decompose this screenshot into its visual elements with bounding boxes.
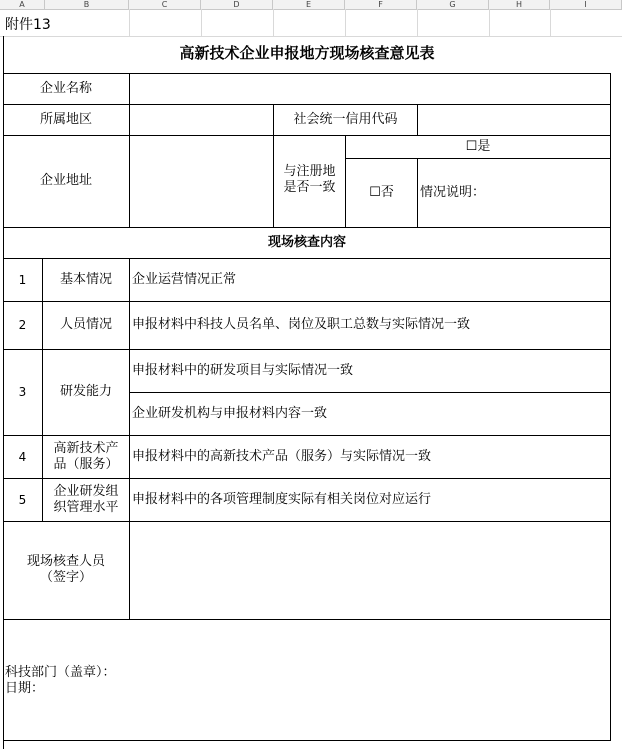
col-line xyxy=(417,158,418,227)
row-line xyxy=(3,349,611,350)
region-label: 所属地区 xyxy=(39,112,92,127)
grid-line xyxy=(550,9,551,37)
item-content: 申报材料中科技人员名单、岗位及职工总数与实际情况一致 xyxy=(132,317,471,332)
form-border-right xyxy=(610,73,611,740)
column-header-h[interactable]: H xyxy=(489,0,550,9)
item-name: 企业研发组 xyxy=(53,484,119,499)
grid-line xyxy=(273,9,274,37)
company-name-cell[interactable] xyxy=(131,75,609,103)
row-line xyxy=(3,435,611,436)
section-title: 现场核查内容 xyxy=(267,235,346,250)
row-line xyxy=(3,104,611,105)
item-name: 人员情况 xyxy=(59,317,112,332)
address-cell[interactable] xyxy=(131,137,271,225)
inspector-signature-cell[interactable] xyxy=(131,523,609,617)
credit-code-label: 社会统一信用代码 xyxy=(293,112,398,127)
column-header-c[interactable]: C xyxy=(129,0,201,9)
row-line xyxy=(3,619,611,620)
grid-line xyxy=(129,9,130,37)
column-header-g[interactable]: G xyxy=(417,0,489,9)
row-line xyxy=(3,227,611,228)
row-line xyxy=(3,135,611,136)
row-line xyxy=(3,73,611,74)
grid-line xyxy=(417,9,418,37)
address-label: 企业地址 xyxy=(39,173,92,188)
column-header-bar xyxy=(0,0,622,10)
item-content: 企业研发机构与申报材料内容一致 xyxy=(132,406,328,421)
column-header-e[interactable]: E xyxy=(273,0,345,9)
date-label: 日期： xyxy=(5,681,45,696)
row-line xyxy=(3,478,611,479)
form-title: 高新技术企业申报地方现场核查意见表 xyxy=(179,44,435,62)
form-border-bottom xyxy=(3,740,611,741)
column-header-a[interactable]: A xyxy=(0,0,45,9)
item-number: 3 xyxy=(18,385,27,399)
same-as-registered-label-1: 与注册地 xyxy=(283,164,336,179)
item-name: 基本情况 xyxy=(59,272,112,287)
row-line xyxy=(3,258,611,259)
item-number: 5 xyxy=(18,493,27,507)
no-checkbox[interactable]: ☐否 xyxy=(369,185,394,200)
item-name: 研发能力 xyxy=(59,384,112,399)
col-line xyxy=(129,73,130,227)
inspector-label: 现场核查人员 xyxy=(26,554,105,569)
grid-line xyxy=(201,9,202,37)
column-header-d[interactable]: D xyxy=(201,0,273,9)
item-number: 2 xyxy=(18,318,27,332)
grid-line xyxy=(345,9,346,37)
row-line xyxy=(3,301,611,302)
item-content: 企业运营情况正常 xyxy=(132,272,237,287)
row-line xyxy=(129,392,611,393)
item-number: 1 xyxy=(18,273,27,287)
company-name-label: 企业名称 xyxy=(39,81,92,96)
item-name: 织管理水平 xyxy=(53,500,119,515)
row-line xyxy=(3,521,611,522)
inspector-sign-hint: （签字） xyxy=(39,570,92,585)
item-content: 申报材料中的各项管理制度实际有相关岗位对应运行 xyxy=(132,492,432,507)
item-content: 申报材料中的高新技术产品（服务）与实际情况一致 xyxy=(132,449,432,464)
attachment-number: 附件13 xyxy=(5,17,51,33)
column-header-i[interactable]: I xyxy=(550,0,622,9)
grid-line xyxy=(489,9,490,37)
region-cell[interactable] xyxy=(131,106,271,134)
credit-code-cell[interactable] xyxy=(419,106,609,134)
same-as-registered-label-2: 是否一致 xyxy=(283,180,336,195)
row-line xyxy=(345,158,611,159)
col-line xyxy=(129,258,130,619)
item-content: 申报材料中的研发项目与实际情况一致 xyxy=(132,363,354,378)
column-header-b[interactable]: B xyxy=(45,0,129,9)
explanation-label: 情况说明： xyxy=(420,185,486,200)
yes-checkbox[interactable]: ☐是 xyxy=(465,139,491,154)
grid-line xyxy=(0,36,622,37)
item-name: 品（服务） xyxy=(53,457,119,472)
item-number: 4 xyxy=(18,450,27,464)
column-header-f[interactable]: F xyxy=(345,0,417,9)
department-stamp-label: 科技部门（盖章）： xyxy=(5,665,116,680)
item-name: 高新技术产 xyxy=(53,441,119,456)
col-line xyxy=(417,104,418,135)
